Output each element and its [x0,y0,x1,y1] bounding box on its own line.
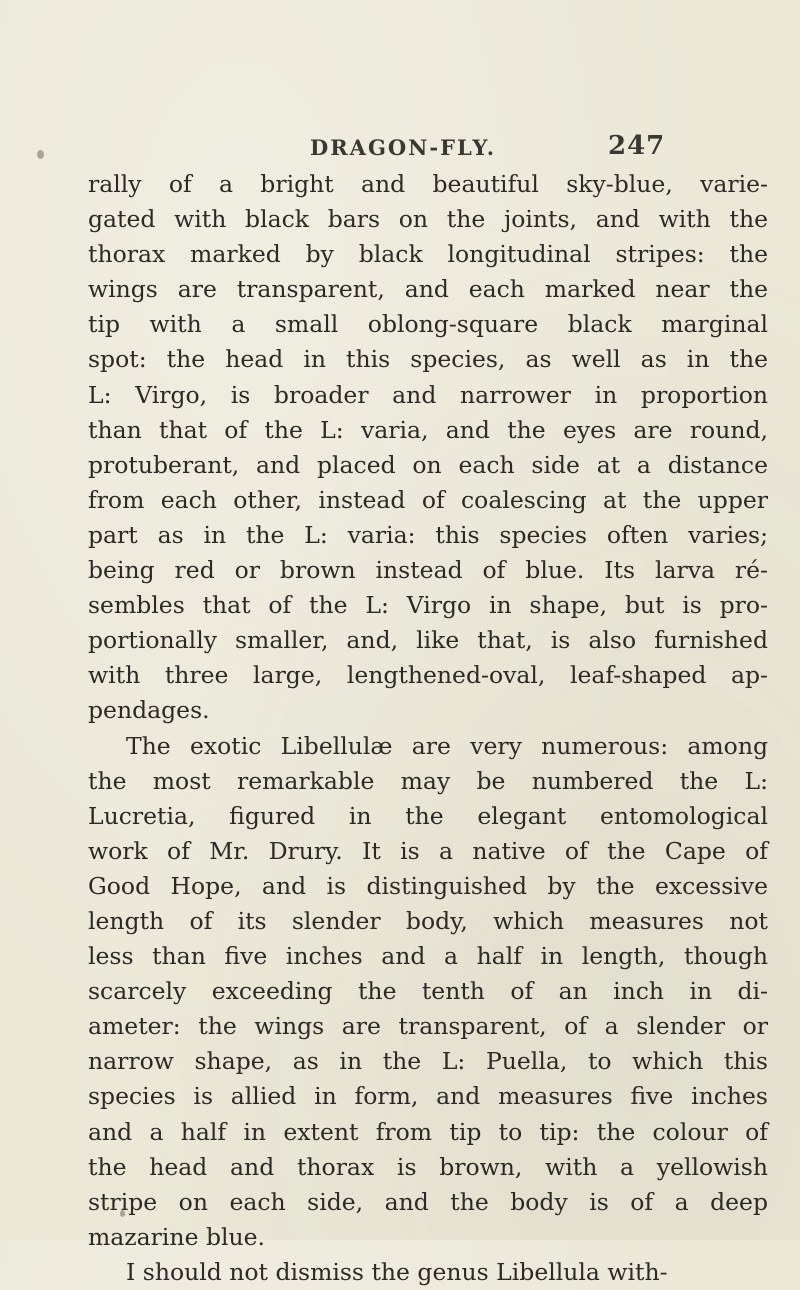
text-line: portionally smaller, and, like that, is also furnished [88,626,768,655]
text-line: the most remarkable may be numbered the L: [88,766,768,795]
text-line: stripe on each side, and the body is of a deep [88,1187,768,1216]
text-line: spot: the head in this species, as well as in the [88,345,768,374]
text-line: Lucretia, figured in the elegant entomological [88,801,768,830]
text-line: length of its slender body, which measures not [88,906,768,935]
text-line: species is allied in form, and measures five inches [88,1082,768,1111]
text-line: part as in the L: varia: this species often varies; [88,520,768,549]
text-line: thorax marked by black longitudinal stripes: the [88,240,768,269]
text-line: protuberant, and placed on each side at a distance [88,450,768,479]
paragraph-start-line: I should not dismiss the genus Libellula with- [126,1257,668,1286]
text-line: tip with a small oblong-square black marginal [88,310,768,339]
body-text [88,167,768,1290]
paragraph-end-line: pendages. [88,696,210,725]
text-line: rally of a bright and beautiful sky-blue, varie- [88,170,768,198]
text-line: work of Mr. Drury. It is a native of the Cape of [88,836,768,865]
running-head [0,131,800,169]
text-line: less than five inches and a half in length, though [88,942,768,971]
text-line: and a half in extent from tip to tip: the colour of [88,1117,768,1146]
text-line: wings are transparent, and each marked near the [88,275,768,304]
text-line: narrow shape, as in the L: Puella, to which this [88,1047,768,1076]
text-line: the head and thorax is brown, with a yellowish [88,1152,768,1181]
text-line: than that of the L: varia, and the eyes are round, [88,415,768,444]
text-line: L: Virgo, is broader and narrower in proportion [88,380,768,409]
text-line: with three large, lengthened-oval, leaf-shaped ap- [88,661,768,690]
page-number: 247 [608,131,666,161]
running-title: DRAGON-FLY. [310,135,497,160]
paragraph-start-line: The exotic Libellulæ are very numerous: among [126,731,768,760]
paragraph-end-line: mazarine blue. [88,1222,266,1251]
text-line: scarcely exceeding the tenth of an inch in di- [88,977,768,1006]
text-line: from each other, instead of coalescing at the upper [88,485,768,514]
text-line: ameter: the wings are transparent, of a slender or [88,1012,768,1041]
text-line: gated with black bars on the joints, and with the [88,205,768,234]
text-line: being red or brown instead of blue. Its larva ré- [88,556,768,585]
text-line: Good Hope, and is distinguished by the excessive [88,871,768,900]
text-line: sembles that of the L: Virgo in shape, but is pro- [88,591,768,620]
